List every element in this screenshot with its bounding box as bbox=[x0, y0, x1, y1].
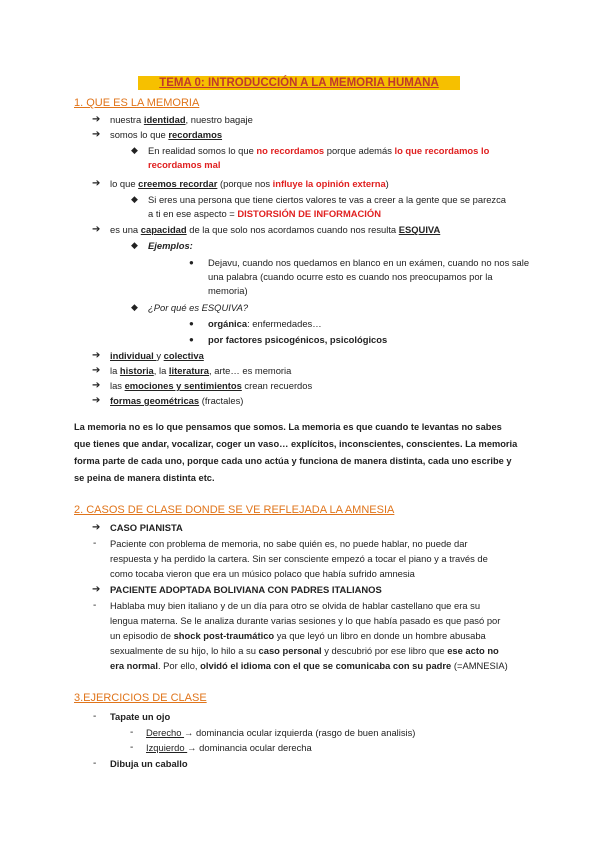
dash-icon: - bbox=[93, 758, 97, 769]
arrow-icon: ➔ bbox=[92, 380, 101, 391]
diamond-icon: ◆ bbox=[131, 145, 138, 155]
dash-icon: - bbox=[130, 727, 134, 738]
dash-icon: - bbox=[93, 600, 97, 611]
arrow-icon: ➔ bbox=[92, 350, 101, 361]
list-item-cont: una palabra (cuando ocurre esto es cuando nos preocupamos por la bbox=[208, 271, 493, 282]
list-item: formas geométricas (fractales) bbox=[110, 395, 244, 406]
arrow-icon: ➔ bbox=[92, 365, 101, 376]
case-text: lengua materna. Se le analiza durante varias sesiones y lo que había pasado es que pasó por bbox=[110, 615, 501, 626]
exercise-subitem: Derecho → dominancia ocular izquierda (rasgo de buen analisis) bbox=[146, 727, 416, 738]
arrow-icon: ➔ bbox=[92, 114, 101, 125]
list-item-cont: recordamos mal bbox=[148, 159, 221, 170]
list-item: nuestra identidad, nuestro bagaje bbox=[110, 114, 253, 125]
case-text: Hablaba muy bien italiano y de un día para otro se olvida de hablar castellano que era su bbox=[110, 600, 481, 611]
case-title: CASO PIANISTA bbox=[110, 522, 183, 533]
section-heading-3: 3.EJERCICIOS DE CLASE bbox=[74, 692, 207, 704]
arrow-icon: ➔ bbox=[92, 395, 101, 406]
diamond-icon: ◆ bbox=[131, 302, 138, 312]
dash-icon: - bbox=[93, 538, 97, 549]
diamond-icon: ◆ bbox=[131, 194, 138, 204]
case-text: como tocaba vieron que era un músico polaco que había sufrido amnesia bbox=[110, 568, 415, 579]
summary-paragraph: La memoria no es lo que pensamos que somos. La memoria es que cuando te levantas no sabes que tienes que andar, vocalizar, coger un vaso… explícitos, inconscientes, conscientes. La memoria forma parte de cada uno, porque cada uno actúa y funciona de manera distinta, cada uno escribe y se peina de manera distinta etc. bbox=[74, 422, 518, 483]
list-item: la historia, la literatura, arte… es memoria bbox=[110, 365, 292, 376]
list-item: orgánica: enfermedades… bbox=[208, 318, 322, 329]
exercise-item: Tapate un ojo bbox=[110, 711, 171, 722]
section-heading-1: 1. QUE ES LA MEMORIA bbox=[74, 97, 200, 109]
list-item: Si eres una persona que tiene ciertos valores te vas a creer a la gente que se parezca bbox=[148, 194, 507, 205]
arrow-icon: ➔ bbox=[92, 522, 101, 533]
arrow-icon: ➔ bbox=[92, 224, 101, 235]
list-item: En realidad somos lo que no recordamos porque además lo que recordamos lo bbox=[148, 145, 490, 156]
case-text: Paciente con problema de memoria, no sabe quién es, no puede hablar, no puede dar bbox=[110, 538, 468, 549]
section-heading-2: 2. CASOS DE CLASE DONDE SE VE REFLEJADA LA AMNESIA bbox=[74, 504, 395, 516]
list-item: ¿Por qué es ESQUIVA? bbox=[148, 302, 249, 313]
dash-icon: - bbox=[130, 742, 134, 753]
list-item: Ejemplos: bbox=[148, 240, 193, 251]
arrow-icon: ➔ bbox=[92, 129, 101, 140]
exercise-item: Dibuja un caballo bbox=[110, 758, 188, 769]
arrow-icon: ➔ bbox=[92, 178, 101, 189]
list-item: Dejavu, cuando nos quedamos en blanco en un exámen, cuando no nos sale bbox=[208, 257, 530, 268]
list-item-cont: memoria) bbox=[208, 285, 248, 296]
case-text: sexualmente de su hijo, lo hilo a su caso personal y descubrió por ese libro que ese acto no bbox=[110, 645, 499, 656]
case-text: un episodio de shock post-traumático ya que leyó un libro en donde un hombre abusaba bbox=[110, 630, 486, 641]
bullet-icon: ● bbox=[189, 335, 194, 344]
list-item: lo que creemos recordar (porque nos influye la opinión externa) bbox=[110, 178, 389, 189]
list-item: es una capacidad de la que solo nos acordamos cuando nos resulta ESQUIVA bbox=[110, 224, 441, 235]
bullet-icon: ● bbox=[189, 319, 194, 328]
diamond-icon: ◆ bbox=[131, 240, 138, 250]
list-item: las emociones y sentimientos crean recuerdos bbox=[110, 380, 313, 391]
list-item: individual y colectiva bbox=[110, 350, 204, 361]
case-text: era normal. Por ello, olvidó el idioma con el que se comunicaba con su padre (=AMNESIA) bbox=[110, 660, 508, 671]
list-item: somos lo que recordamos bbox=[110, 129, 223, 140]
list-item: por factores psicogénicos, psicológicos bbox=[208, 334, 388, 345]
bullet-icon: ● bbox=[189, 258, 194, 267]
page-title: TEMA 0: INTRODUCCIÓN A LA MEMORIA HUMANA bbox=[138, 76, 460, 90]
case-title: PACIENTE ADOPTADA BOLIVIANA CON PADRES ITALIANOS bbox=[110, 584, 382, 595]
list-item-cont: a ti en ese aspecto = DISTORSIÓN DE INFORMACIÓN bbox=[148, 208, 381, 219]
arrow-icon: ➔ bbox=[92, 584, 101, 595]
case-text: respuesta y ha perdido la cartera. Sin ser consciente empezó a tocar el piano y a través de bbox=[110, 553, 488, 564]
exercise-subitem: Izquierdo → dominancia ocular derecha bbox=[146, 742, 312, 753]
dash-icon: - bbox=[93, 711, 97, 722]
